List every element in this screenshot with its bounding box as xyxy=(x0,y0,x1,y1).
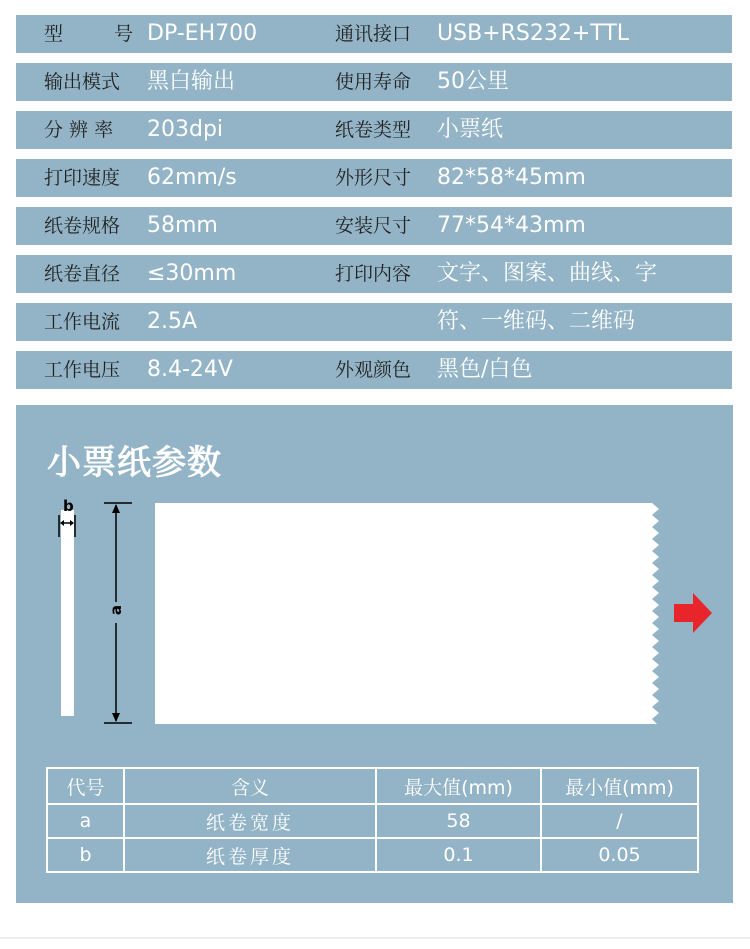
spec-value-install-size: 77*54*43mm xyxy=(437,213,586,238)
spec-label-current: 工作电流 xyxy=(44,311,121,333)
table-row xyxy=(47,838,698,872)
spec-label-print-content: 打印内容 xyxy=(335,263,412,285)
arrow-right-icon xyxy=(674,593,712,633)
spec-value-paper-spec: 58mm xyxy=(147,213,218,238)
spec-value-paper-type: 小票纸 xyxy=(437,117,504,142)
table-header-min: 最小值(mm) xyxy=(541,768,698,804)
spec-label-model xyxy=(44,15,134,53)
table-header-max: 最大值(mm) xyxy=(376,768,541,804)
spec-label-voltage: 工作电压 xyxy=(44,359,121,381)
spec-value-output-mode: 黑白输出 xyxy=(147,69,236,94)
table-cell-min: / xyxy=(541,804,698,838)
spec-value-resolution: 203dpi xyxy=(147,117,224,142)
paper-params-table xyxy=(46,767,699,873)
spec-label-paper-type: 纸卷类型 xyxy=(335,119,412,141)
table-header-meaning: 含义 xyxy=(124,768,376,804)
table-header-code: 代号 xyxy=(47,768,124,804)
spec-value-voltage: 8.4-24V xyxy=(147,357,233,382)
table-header-row xyxy=(47,768,698,804)
spec-label-model-part1: 型 xyxy=(44,23,64,45)
spec-label-outer-size: 外形尺寸 xyxy=(335,167,412,189)
spec-value-current: 2.5A xyxy=(147,309,198,334)
spec-label-install-size: 安装尺寸 xyxy=(335,215,412,237)
spec-row-6 xyxy=(16,255,732,293)
table-cell-meaning: 纸卷宽度 xyxy=(124,804,376,838)
dim-label-a: a xyxy=(107,604,126,616)
table-row xyxy=(47,804,698,838)
bottom-divider xyxy=(0,937,750,939)
table-cell-code: a xyxy=(47,804,124,838)
spec-value-lifespan: 50公里 xyxy=(437,69,509,94)
spec-label-output-mode: 输出模式 xyxy=(44,71,121,93)
table-cell-code: b xyxy=(47,838,124,872)
spec-row-1 xyxy=(16,15,732,53)
paper-sheet xyxy=(155,503,662,724)
spec-label-print-speed: 打印速度 xyxy=(44,167,121,189)
spec-value-color: 黑色/白色 xyxy=(437,357,533,382)
spec-row-5 xyxy=(16,207,732,245)
spec-label-roll-diameter: 纸卷直径 xyxy=(44,263,121,285)
spec-value-print-content-cont: 符、一维码、二维码 xyxy=(437,309,636,334)
spec-row-4 xyxy=(16,159,732,197)
spec-label-color: 外观颜色 xyxy=(335,359,412,381)
spec-label-interface: 通讯接口 xyxy=(335,23,412,45)
spec-value-model: DP-EH700 xyxy=(147,21,258,46)
spec-row-3 xyxy=(16,111,732,149)
spec-label-lifespan: 使用寿命 xyxy=(335,71,412,93)
spec-value-print-content: 文字、图案、曲线、字 xyxy=(437,261,658,286)
spec-row-7 xyxy=(16,303,732,341)
table-cell-min: 0.05 xyxy=(541,838,698,872)
spec-value-outer-size: 82*58*45mm xyxy=(437,165,586,190)
paper-params-panel xyxy=(16,405,733,903)
spec-row-8 xyxy=(16,351,732,389)
table-cell-max: 0.1 xyxy=(376,838,541,872)
table-cell-meaning: 纸卷厚度 xyxy=(124,838,376,872)
spec-row-2 xyxy=(16,63,732,101)
spec-value-interface: USB+RS232+TTL xyxy=(437,21,630,46)
panel-title: 小票纸参数 xyxy=(47,443,222,483)
dim-label-b: b xyxy=(63,497,74,515)
spec-value-roll-diameter: ≤30mm xyxy=(147,261,237,286)
spec-label-paper-spec: 纸卷规格 xyxy=(44,215,121,237)
table-cell-max: 58 xyxy=(376,804,541,838)
spec-label-model-part2: 号 xyxy=(114,23,134,45)
spec-value-print-speed: 62mm/s xyxy=(147,165,237,190)
spec-label-resolution: 分 辨 率 xyxy=(44,119,114,141)
